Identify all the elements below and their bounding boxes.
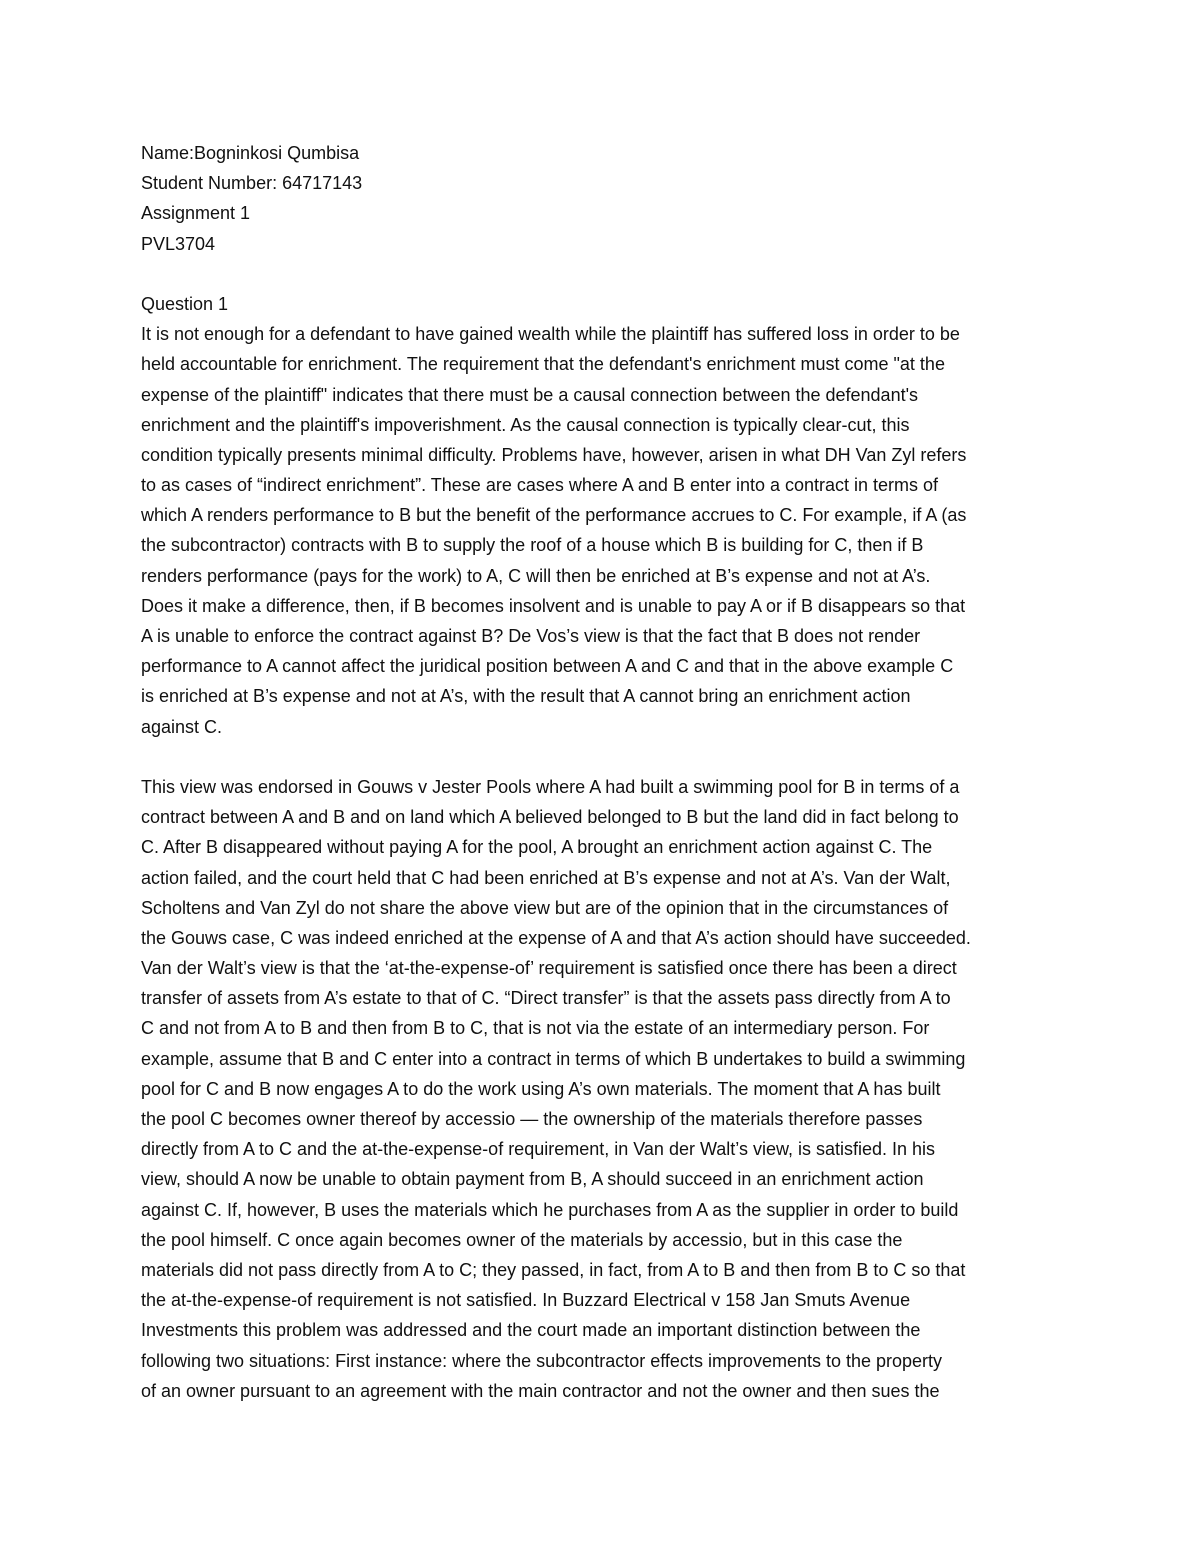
paragraph-line: contract between A and B and on land which A believed belonged to B but the land did in fact belong to: [141, 807, 959, 828]
paragraph-line: to as cases of “indirect enrichment”. These are cases where A and B enter into a contract in terms of: [141, 475, 939, 496]
paragraph-line: Does it make a difference, then, if B becomes insolvent and is unable to pay A or if B disappears so that: [141, 595, 966, 616]
spacer: [141, 259, 1061, 289]
paragraph-line: is enriched at B’s expense and not at A’s, with the result that A cannot bring an enrichment action: [141, 686, 911, 707]
paragraph-line: the Gouws case, C was indeed enriched at the expense of A and that A’s action should have succeeded.: [141, 927, 971, 948]
question-title: Question 1: [141, 293, 229, 314]
spacer: [141, 742, 1061, 772]
paragraph-line: performance to A cannot affect the juridical position between A and C and that in the above example C: [141, 656, 954, 677]
paragraph-line: expense of the plaintiff" indicates that there must be a causal connection between the defendant's: [141, 384, 919, 405]
paragraph-line: the pool C becomes owner thereof by accessio — the ownership of the materials therefore passes: [141, 1109, 923, 1129]
document-body: [141, 138, 1061, 1406]
paragraph-line: action failed, and the court held that C had been enriched at B’s expense and not at A’s. Van der Walt,: [141, 867, 951, 888]
paragraph-line: Investments this problem was addressed and the court made an important distinction between the: [141, 1320, 921, 1341]
paragraph-line: Scholtens and Van Zyl do not share the above view but are of the opinion that in the circumstances of: [141, 897, 949, 918]
paragraph-line: It is not enough for a defendant to have gained wealth while the plaintiff has suffered loss in order to be: [141, 324, 960, 345]
paragraph-line: A is unable to enforce the contract against B? De Vos’s view is that the fact that B does not render: [141, 626, 921, 646]
paragraph-line: following two situations: First instance: where the subcontractor effects improvements to the property: [141, 1350, 943, 1371]
paragraph-line: renders performance (pays for the work) to A, C will then be enriched at B’s expense and not at A’s.: [141, 565, 931, 586]
paragraph-line: of an owner pursuant to an agreement with the main contractor and not the owner and then sues the: [141, 1380, 940, 1401]
paragraph-line: against C. If, however, B uses the materials which he purchases from A as the supplier in order to build: [141, 1199, 959, 1220]
student-name: Name:Bogninkosi Qumbisa: [141, 143, 360, 163]
paragraph-line: C. After B disappeared without paying A for the pool, A brought an enrichment action against C. The: [141, 837, 933, 858]
course-code: PVL3704: [141, 233, 216, 254]
paragraph-line: the at-the-expense-of requirement is not satisfied. In Buzzard Electrical v 158 Jan Smuts Avenue: [141, 1290, 911, 1311]
student-number: Student Number: 64717143: [141, 173, 363, 194]
paragraph-line: materials did not pass directly from A to C; they passed, in fact, from A to B and then from B to C so that: [141, 1259, 966, 1280]
paragraph-1: [141, 319, 1061, 742]
paragraph-line: transfer of assets from A’s estate to that of C. “Direct transfer” is that the assets pass directly from A to: [141, 988, 951, 1009]
paragraph-line: Van der Walt’s view is that the ‘at-the-expense-of’ requirement is satisfied once there has been a direct: [141, 958, 957, 979]
paragraph-line: held accountable for enrichment. The requirement that the defendant's enrichment must come "at the: [141, 354, 945, 375]
paragraph-line: which A renders performance to B but the benefit of the performance accrues to C. For example, if A (as: [141, 505, 967, 526]
paragraph-line: view, should A now be unable to obtain payment from B, A should succeed in an enrichment action: [141, 1169, 924, 1190]
paragraph-line: enrichment and the plaintiff's impoverishment. As the causal connection is typically clear-cut, this: [141, 414, 910, 435]
assignment-label: Assignment 1: [141, 203, 251, 224]
paragraph-line: directly from A to C and the at-the-expense-of requirement, in Van der Walt’s view, is satisfied. In his: [141, 1139, 936, 1160]
paragraph-line: condition typically presents minimal difficulty. Problems have, however, arisen in what DH Van Zyl refers: [141, 444, 967, 465]
paragraph-line: against C.: [141, 716, 223, 737]
paragraph-line: the subcontractor) contracts with B to supply the roof of a house which B is building for C, then if B: [141, 535, 924, 556]
paragraph-2: [141, 772, 1061, 1406]
paragraph-line: This view was endorsed in Gouws v Jester Pools where A had built a swimming pool for B in terms of a: [141, 776, 960, 797]
paragraph-line: the pool himself. C once again becomes owner of the materials by accessio, but in this case the: [141, 1229, 903, 1250]
paragraph-line: example, assume that B and C enter into a contract in terms of which B undertakes to build a swimming: [141, 1048, 966, 1069]
paragraph-line: C and not from A to B and then from B to C, that is not via the estate of an intermediary person. For: [141, 1018, 930, 1039]
paragraph-line: pool for C and B now engages A to do the work using A’s own materials. The moment that A has built: [141, 1078, 941, 1099]
